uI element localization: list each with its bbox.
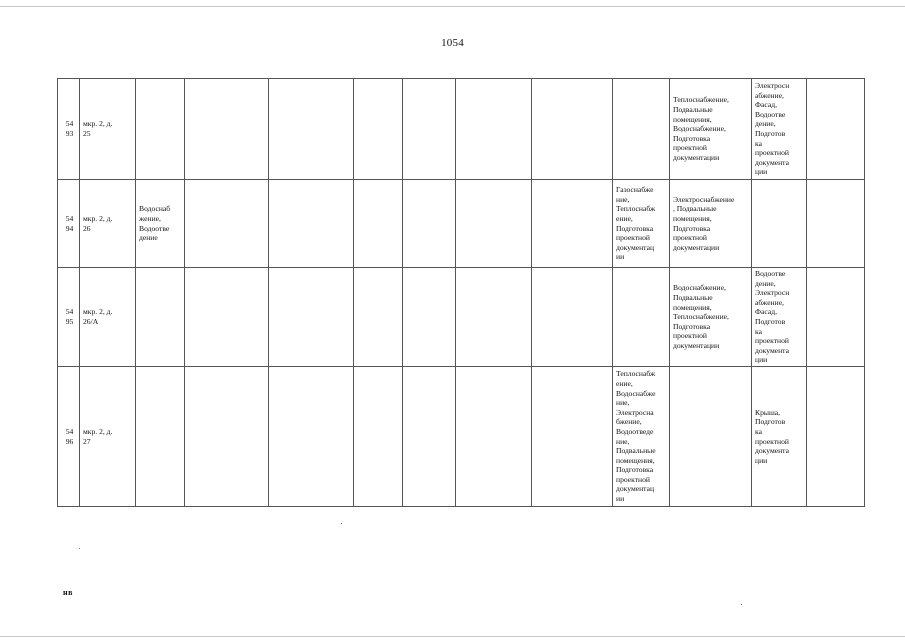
table-row [58, 180, 865, 268]
empty-cell [532, 367, 613, 507]
works-cell: Водоотве дение, Электросн абжение, Фасад, Подготов ка проектной документа ции [752, 268, 807, 367]
page-number: 1054 [441, 37, 464, 49]
empty-cell [269, 180, 354, 268]
empty-cell [354, 367, 403, 507]
empty-cell [269, 79, 354, 180]
empty-cell [354, 79, 403, 180]
address-cell: мкр. 2, д. 25 [80, 79, 136, 180]
works-cell [136, 367, 185, 507]
works-cell [752, 180, 807, 268]
empty-cell [532, 79, 613, 180]
empty-cell [354, 268, 403, 367]
address-cell: мкр. 2, д. 26 [80, 180, 136, 268]
empty-cell [456, 79, 532, 180]
scan-speck [79, 548, 80, 549]
works-cell: Электроснабжение , Подвальные помещения, Подготовка проектной документации [670, 180, 752, 268]
works-cell [613, 268, 670, 367]
empty-cell [185, 268, 269, 367]
register-table [57, 78, 865, 507]
empty-cell [403, 180, 456, 268]
empty-cell [185, 79, 269, 180]
works-cell [670, 367, 752, 507]
empty-cell [807, 180, 865, 268]
works-cell: Теплоснабж ение, Водоснабже ние, Электросна бжение, Водоотведе ние, Подвальные помещения, Подготовка проектной документац ии [613, 367, 670, 507]
works-cell [136, 268, 185, 367]
address-cell: мкр. 2, д. 27 [80, 367, 136, 507]
works-cell: Крыша, Подготов ка проектной документа ции [752, 367, 807, 507]
empty-cell [532, 268, 613, 367]
empty-cell [807, 79, 865, 180]
scan-speck [741, 604, 742, 605]
works-cell: Водоснабжение, Подвальные помещения, Теплоснабжение, Подготовка проектной документации [670, 268, 752, 367]
empty-cell [456, 268, 532, 367]
empty-cell [403, 268, 456, 367]
empty-cell [807, 367, 865, 507]
empty-cell [185, 180, 269, 268]
table-row [58, 367, 865, 507]
row-number: 54 94 [58, 180, 80, 268]
empty-cell [456, 367, 532, 507]
works-cell: Электросн абжение, Фасад, Водоотве дение, Подготов ка проектной документа ции [752, 79, 807, 180]
table-row [58, 268, 865, 367]
empty-cell [403, 79, 456, 180]
works-cell: Теплоснабжение, Подвальные помещения, Водоснабжение, Подготовка проектной документации [670, 79, 752, 180]
empty-cell [269, 367, 354, 507]
empty-cell [456, 180, 532, 268]
empty-cell [354, 180, 403, 268]
row-number: 54 96 [58, 367, 80, 507]
works-cell: Газоснабже ние, Теплоснабж ение, Подготовка проектной документац ии [613, 180, 670, 268]
table-row [58, 79, 865, 180]
scan-speck [341, 523, 342, 524]
empty-cell [403, 367, 456, 507]
works-cell [136, 79, 185, 180]
address-cell: мкр. 2, д. 26/А [80, 268, 136, 367]
empty-cell [807, 268, 865, 367]
empty-cell [269, 268, 354, 367]
footer-mark: нв [63, 588, 73, 597]
empty-cell [532, 180, 613, 268]
row-number: 54 93 [58, 79, 80, 180]
empty-cell [185, 367, 269, 507]
row-number: 54 95 [58, 268, 80, 367]
works-cell [613, 79, 670, 180]
works-cell: Водоснаб жение, Водоотве дение [136, 180, 185, 268]
